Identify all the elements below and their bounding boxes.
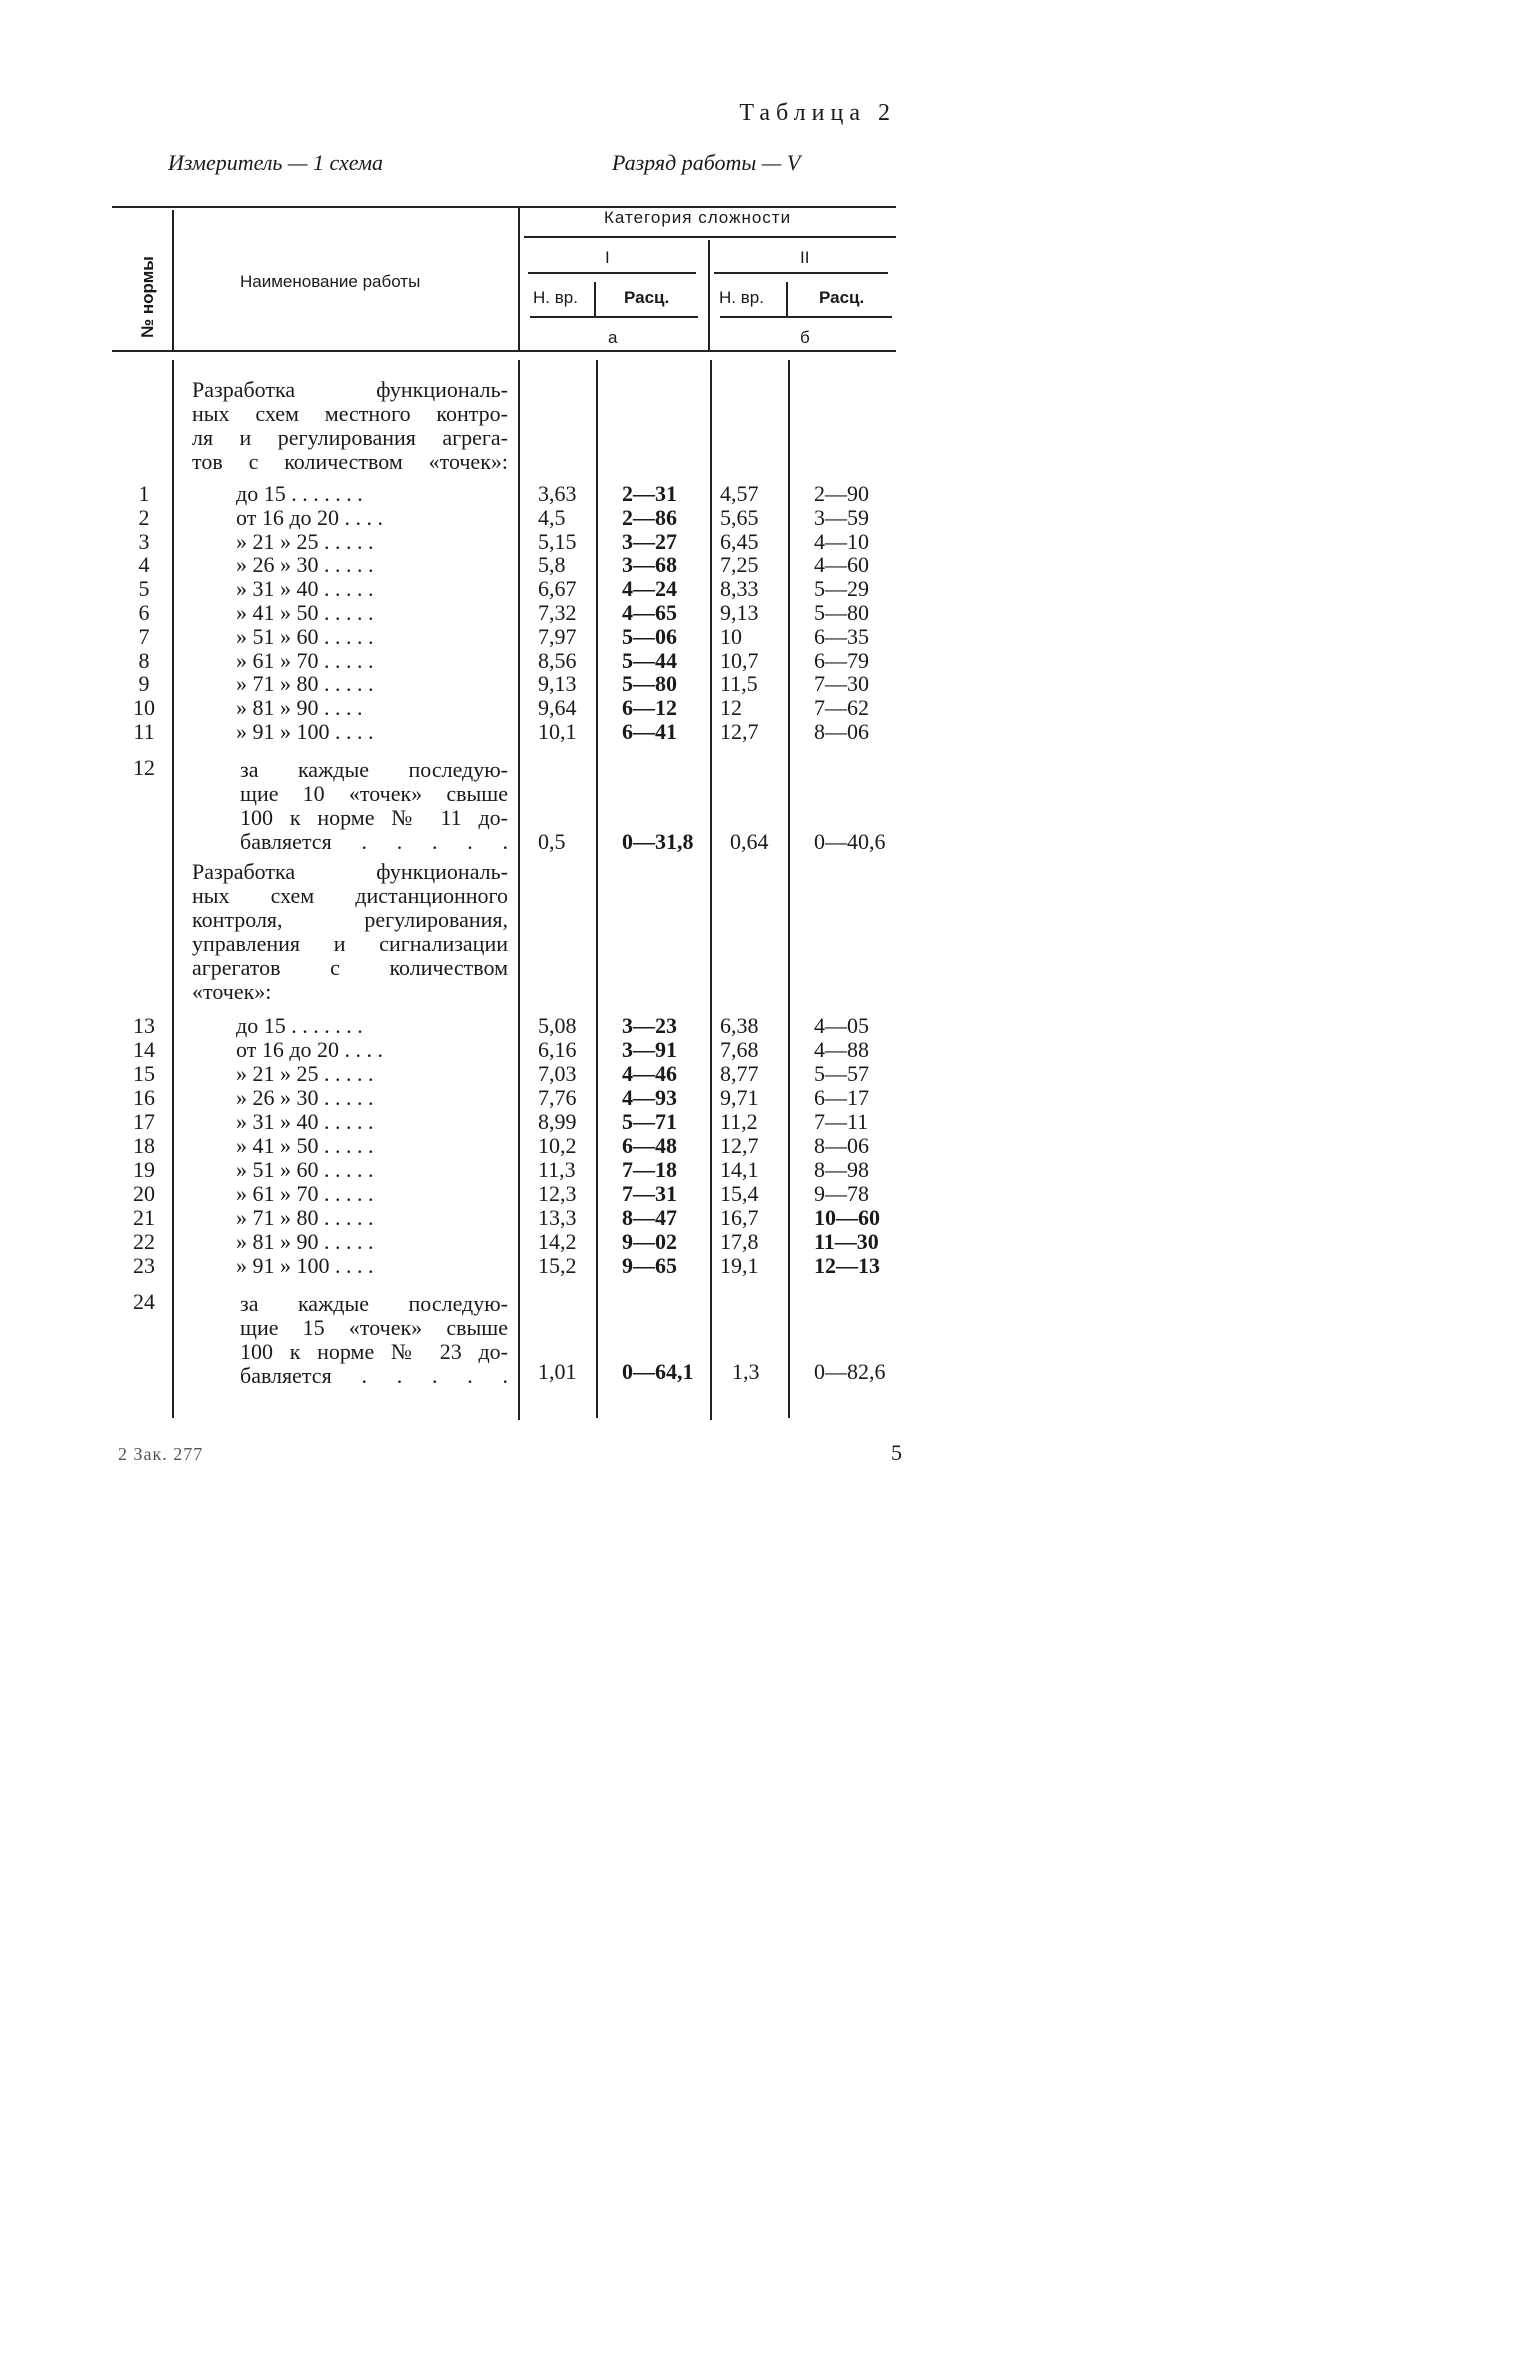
rate-header-II: Расц. [819, 288, 865, 307]
time-norm-II: 9,71 [720, 1085, 759, 1110]
rate-I: 5—06 [622, 623, 677, 649]
rate-II: 4—60 [814, 552, 869, 578]
norm-number: 17 [133, 1109, 155, 1134]
time-norm-I: 6,16 [538, 1037, 577, 1062]
section2-line: агрегатов с количеством [192, 955, 508, 980]
time-norm-II: 5,65 [720, 504, 759, 530]
rate-II: 5—80 [814, 600, 869, 625]
rate-I: 4—65 [622, 600, 677, 625]
work-name-header: Наименование работы [240, 272, 421, 291]
rate-I: 7—18 [622, 1157, 677, 1182]
time-norm-I: 6,67 [538, 576, 577, 602]
norm-number: 6 [138, 600, 150, 625]
page-number: 5 [891, 1440, 902, 1465]
time-norm-I: 10,1 [538, 719, 577, 744]
time-norm-I: 5,08 [538, 1013, 577, 1038]
rate-II: 4—05 [814, 1013, 869, 1038]
printing-order-note: 2 Зак. 277 [118, 1444, 204, 1464]
column-a-label: а [608, 328, 618, 347]
work-range: » 91 » 100 . . . . [236, 720, 374, 744]
rate-I: 5—44 [622, 647, 677, 673]
time-norm-II: 4,57 [720, 481, 759, 506]
work-range: » 21 » 25 . . . . . [236, 1062, 374, 1086]
norm-24-line: за каждые последую- [240, 1291, 508, 1316]
section1-line: Разработка функциональ- [192, 377, 508, 402]
time-norm-II: 8,33 [720, 576, 759, 602]
work-range: » 81 » 90 . . . . [236, 696, 363, 721]
work-range: » 61 » 70 . . . . . [236, 648, 374, 673]
time-norm-I: 9,64 [538, 695, 577, 721]
norm-24-line: 100 к норме № 23 до- [240, 1339, 508, 1364]
rate-II: 6—79 [814, 647, 869, 673]
work-range: от 16 до 20 . . . . [236, 505, 384, 530]
time-norm-I: 15,2 [538, 1253, 577, 1278]
rate-II: 5—29 [814, 576, 869, 602]
time-norm-I: 12,3 [538, 1181, 577, 1206]
rate-II: 9—78 [814, 1181, 869, 1206]
work-range: до 15 . . . . . . . [236, 482, 363, 506]
norm-12-line: щие 10 «точек» свыше [240, 781, 508, 806]
norm-number: 3 [138, 528, 150, 554]
norm-12-line: за каждые последую- [240, 757, 508, 782]
rate-I: 0—31,8 [622, 829, 694, 854]
rate-I: 4—46 [622, 1061, 677, 1086]
rate-I: 0—64,1 [622, 1359, 694, 1384]
rate-I: 3—68 [622, 552, 677, 578]
time-norm-II: 8,77 [720, 1061, 759, 1086]
rate-II: 0—40,6 [814, 829, 886, 854]
time-norm-II: 12 [720, 695, 742, 721]
time-norm-II: 11,2 [720, 1109, 758, 1134]
time-norm-I: 7,76 [538, 1085, 577, 1110]
norm-12-line: 100 к норме № 11 до- [240, 805, 508, 830]
time-norm-II: 11,5 [720, 671, 758, 697]
work-range: » 51 » 60 . . . . . [236, 1158, 374, 1182]
work-range: » 41 » 50 . . . . . [236, 601, 374, 625]
time-norm-II: 9,13 [720, 600, 759, 625]
work-range: до 15 . . . . . . . [236, 1014, 363, 1038]
rate-I: 9—02 [622, 1229, 677, 1254]
rate-I: 6—12 [622, 695, 677, 721]
section1-line: ля и регулирования агрега- [192, 425, 508, 450]
rate-I: 2—86 [622, 504, 677, 530]
work-range: » 31 » 40 . . . . . [236, 577, 374, 602]
time-norm-I: 5,15 [538, 528, 577, 554]
norm-number: 9 [138, 671, 150, 697]
rate-I: 5—80 [622, 671, 677, 697]
rate-I: 7—31 [622, 1181, 677, 1206]
norm-number: 11 [133, 719, 155, 744]
rate-I: 3—91 [622, 1037, 677, 1062]
norm-number: 13 [133, 1013, 155, 1038]
grade-label: Разряд работы — V [612, 150, 801, 175]
time-norm-I: 0,5 [538, 829, 566, 854]
time-norm-I: 4,5 [538, 504, 566, 530]
rate-II: 7—11 [814, 1109, 869, 1134]
time-norm-II: 7,25 [720, 552, 759, 578]
rate-II: 5—57 [814, 1061, 869, 1086]
rate-II: 0—82,6 [814, 1359, 886, 1384]
work-range: » 31 » 40 . . . . . [236, 1110, 374, 1134]
norm-number: 14 [133, 1037, 155, 1062]
rate-II: 7—30 [814, 671, 869, 697]
norm-24-line: бавляется . . . . . [240, 1363, 508, 1388]
rate-I: 5—71 [622, 1109, 677, 1134]
time-norm-II: 14,1 [720, 1157, 759, 1182]
work-range: » 26 » 30 . . . . . [236, 1086, 374, 1110]
work-range: » 91 » 100 . . . . [236, 1254, 374, 1278]
time-norm-I: 14,2 [538, 1229, 577, 1254]
norm-number: 5 [138, 576, 150, 602]
rate-II: 8—06 [814, 719, 869, 744]
time-norm-II: 12,7 [720, 1133, 759, 1158]
norm-number: 24 [133, 1289, 155, 1314]
norm-number: 20 [133, 1181, 155, 1206]
section1-description [192, 378, 508, 474]
rate-II: 3—59 [814, 504, 869, 530]
section2-line: «точек»: [192, 979, 272, 1004]
norm-12-description [240, 758, 508, 854]
time-norm-I: 8,56 [538, 647, 577, 673]
time-norm-I: 8,99 [538, 1109, 577, 1134]
norm-number: 1 [138, 481, 150, 506]
work-range: » 71 » 80 . . . . . [236, 1206, 374, 1230]
norm-number: 2 [138, 504, 150, 530]
rate-I: 2—31 [622, 481, 677, 506]
time-norm-II: 10,7 [720, 647, 759, 673]
time-norm-II: 16,7 [720, 1205, 759, 1230]
meter-label: Измеритель — 1 схема [168, 150, 383, 175]
table-title: Таблица 2 [739, 100, 896, 126]
work-range: » 41 » 50 . . . . . [236, 1134, 374, 1158]
section2-line: управления и сигнализации [192, 931, 508, 956]
work-range: » 51 » 60 . . . . . [236, 624, 374, 649]
section1-line: ных схем местного контро- [192, 401, 508, 426]
time-norm-II: 17,8 [720, 1229, 759, 1254]
rate-I: 8—47 [622, 1205, 677, 1230]
category-I-header: I [605, 248, 610, 267]
rate-I: 3—27 [622, 528, 677, 554]
section2-line: контроля, регулирования, [192, 907, 508, 932]
rate-II: 10—60 [814, 1205, 880, 1230]
norm-number: 15 [133, 1061, 155, 1086]
work-range: от 16 до 20 . . . . [236, 1038, 384, 1062]
time-norm-II: 12,7 [720, 719, 759, 744]
norm-number: 10 [133, 695, 155, 721]
rate-II: 4—10 [814, 528, 869, 554]
rate-II: 2—90 [814, 481, 869, 506]
time-norm-header-II: Н. вр. [719, 288, 764, 307]
column-b-label: б [800, 328, 810, 347]
time-norm-II: 10 [720, 623, 742, 649]
time-norm-I: 13,3 [538, 1205, 577, 1230]
section1-line: тов с количеством «точек»: [192, 449, 508, 474]
norm-number: 23 [133, 1253, 155, 1278]
work-range: » 26 » 30 . . . . . [236, 553, 374, 578]
norm-number: 19 [133, 1157, 155, 1182]
section2-line: ных схем дистанционного [192, 883, 508, 908]
norm-number: 16 [133, 1085, 155, 1110]
rate-I: 6—48 [622, 1133, 677, 1158]
rate-I: 9—65 [622, 1253, 677, 1278]
time-norm-II: 1,3 [732, 1359, 760, 1384]
work-range: » 71 » 80 . . . . . [236, 672, 374, 697]
rate-I: 3—23 [622, 1013, 677, 1038]
norm-number: 18 [133, 1133, 155, 1158]
time-norm-header-I: Н. вр. [533, 288, 578, 307]
rate-II: 11—30 [814, 1229, 879, 1254]
norm-12-line: бавляется . . . . . [240, 829, 508, 854]
time-norm-II: 15,4 [720, 1181, 759, 1206]
time-norm-II: 0,64 [730, 829, 769, 854]
norm-number: 7 [138, 623, 150, 649]
time-norm-I: 11,3 [538, 1157, 576, 1182]
norm-number: 8 [138, 647, 150, 673]
time-norm-I: 7,97 [538, 623, 577, 649]
rate-II: 12—13 [814, 1253, 880, 1278]
section2-description [192, 860, 508, 1004]
rate-II: 6—17 [814, 1085, 869, 1110]
rate-header-I: Расц. [624, 288, 670, 307]
norm-24-description [240, 1292, 508, 1388]
time-norm-I: 7,32 [538, 600, 577, 625]
section2-line: Разработка функциональ- [192, 859, 508, 884]
time-norm-I: 5,8 [538, 552, 566, 578]
rate-I: 4—24 [622, 576, 677, 602]
time-norm-I: 1,01 [538, 1359, 577, 1384]
work-range: » 21 » 25 . . . . . [236, 529, 374, 554]
time-norm-I: 9,13 [538, 671, 577, 697]
work-range: » 81 » 90 . . . . . [236, 1230, 374, 1254]
rate-I: 4—93 [622, 1085, 677, 1110]
category-header: Категория сложности [604, 208, 792, 227]
time-norm-I: 7,03 [538, 1061, 577, 1086]
rate-II: 6—35 [814, 623, 869, 649]
rate-II: 4—88 [814, 1037, 869, 1062]
norm-number-header: № нормы [138, 256, 157, 338]
time-norm-II: 7,68 [720, 1037, 759, 1062]
time-norm-II: 6,38 [720, 1013, 759, 1038]
time-norm-II: 19,1 [720, 1253, 759, 1278]
rate-II: 8—98 [814, 1157, 869, 1182]
norm-number: 12 [133, 755, 155, 780]
category-II-header: II [800, 248, 810, 267]
rate-II: 7—62 [814, 695, 869, 721]
norm-number: 21 [133, 1205, 155, 1230]
norm-24-line: щие 15 «точек» свыше [240, 1315, 508, 1340]
rate-I: 6—41 [622, 719, 677, 744]
norm-number: 22 [133, 1229, 155, 1254]
time-norm-I: 3,63 [538, 481, 577, 506]
time-norm-I: 10,2 [538, 1133, 577, 1158]
norm-number: 4 [138, 552, 150, 578]
work-range: » 61 » 70 . . . . . [236, 1182, 374, 1206]
time-norm-II: 6,45 [720, 528, 759, 554]
rate-II: 8—06 [814, 1133, 869, 1158]
